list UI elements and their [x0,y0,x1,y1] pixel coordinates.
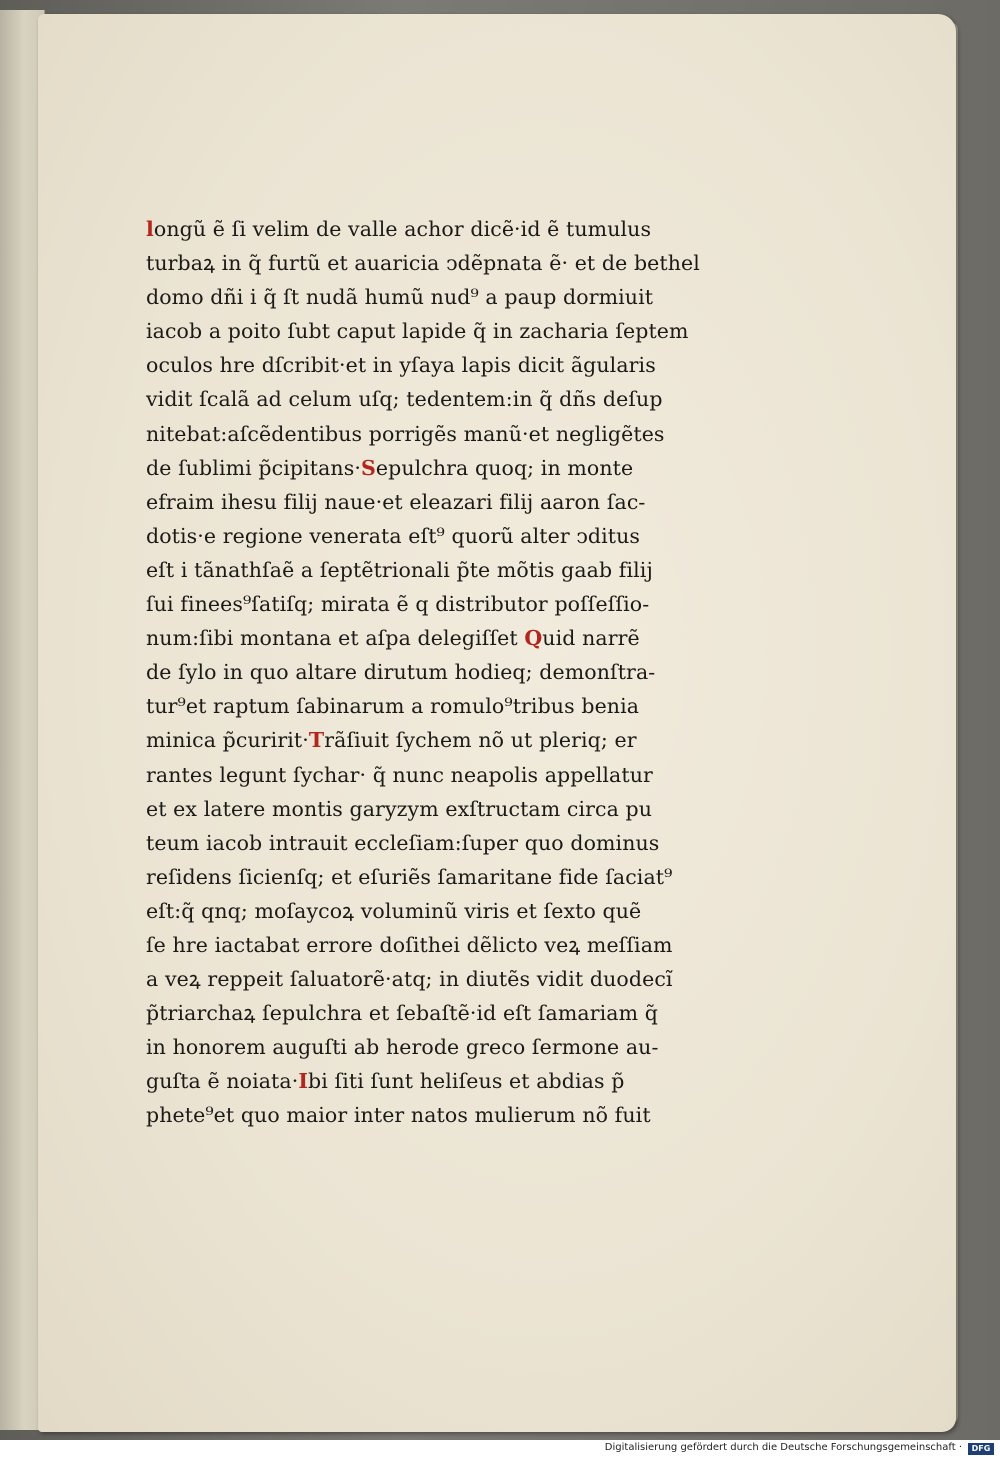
line-text: vidit ſcalã ad celum uſq; tedentem:in q̃ dñs deſup [146,387,663,412]
text-line [146,655,716,689]
text-line [146,689,716,723]
text-line [146,451,716,485]
text-line [146,621,716,655]
line-text: turbaꝝ in q̃ furtũ et auaricia ↄdẽpnata ẽ· et de bethel [146,251,700,276]
text-line [146,348,716,382]
text-line [146,894,716,928]
line-text: de ſublimi p̃cipitans· [146,455,361,480]
line-text: nitebat:aſcẽdentibus porrigẽs manũ·et negligẽtes [146,421,665,446]
text-line [146,485,716,519]
rubricated-initial: S [360,455,376,480]
line-text: minica p̃curirit· [146,728,309,753]
line-text: rantes legunt ſychar· q̃ nunc neapolis appellatur [146,762,653,787]
line-text: guſta ẽ noiata· [146,1069,299,1094]
line-text: eſt:q̃ qnq; moſaycoꝝ voluminũ viris et ſexto quẽ [146,898,642,923]
line-text: reſidens ſicienſq; et eſuriẽs ſamaritane fide ſaciat⁹ [146,864,673,889]
line-text: ongũ ẽ ſi velim de valle achor dicẽ·id ẽ tumulus [153,217,652,241]
line-text-continued: uid narrẽ [542,626,640,651]
text-line [146,928,716,962]
line-text: ſui finees⁹ſatiſq; mirata ẽ q distributor poſſeſſio- [146,592,650,617]
line-text: et ex latere montis garyzym exſtructam circa pu [146,796,653,821]
line-text: ſe hre iactabat errore doſithei dẽlicto veꝝ meſſiam [146,932,673,957]
text-line [146,1064,716,1098]
line-text: in honorem auguſti ab herode greco ſermone au- [146,1035,659,1060]
text-line [146,996,716,1030]
text-line [146,587,716,621]
rubricated-initial: l [146,217,154,241]
text-line [146,519,716,553]
line-text: eſt i tãnathſaẽ a ſeptẽtrionali p̃te mõtis gaab filij [146,557,653,582]
text-line [146,314,716,348]
line-text-continued: bi ſiti ſunt heliſeus et abdias p̃ [308,1069,625,1094]
line-text: domo dñi i q̃ ſt nudã humũ nud⁹ a paup dormiuit [146,285,654,310]
line-text: efraim ihesu filij naue·et eleazari filij aaron ſac- [146,489,646,514]
rubricated-initial: Q [524,626,543,651]
dfg-logo: DFG [968,1443,994,1455]
line-text: p̃triarchaꝝ ſepulchra et ſebaſtẽ·id eſt ſamariam q̃ [146,1001,658,1026]
line-text: a veꝝ reppeit ſaluatorẽ·atq; in diutẽs vidit duodecĩ [146,967,673,992]
line-text-continued: epulchra quoq; in monte [375,455,634,480]
line-text: phete⁹et quo maior inter natos mulierum nõ fuit [146,1103,651,1128]
line-text-continued: rãſiuit ſychem nõ ut pleriq; er [324,728,637,753]
text-line [146,212,716,246]
text-line [146,826,716,860]
text-block [146,212,716,1133]
text-line [146,417,716,451]
line-text: dotis·e regione venerata eſt⁹ quorũ alter ↄditus [146,523,641,548]
line-text: oculos hre dſcribit·et in yſaya lapis dicit ãgularis [146,353,656,378]
footer-credit: Digitalisierung gefördert durch die Deutsche Forschungsgemeinschaft · [604,1442,962,1453]
rubricated-initial: I [298,1069,309,1094]
text-line [146,382,716,416]
footer-bar [0,1440,1000,1459]
text-line [146,758,716,792]
line-text: tur⁹et raptum ſabinarum a romulo⁹tribus benia [146,694,640,719]
text-line [146,280,716,314]
text-line [146,1030,716,1064]
line-text: teum iacob intrauit eccleſiam:ſuper quo dominus [146,830,660,855]
text-line [146,860,716,894]
line-text: num:ſibi montana et aſpa delegiſſet [146,626,525,651]
line-text: iacob a poito ſubt caput lapide q̃ in zacharia ſeptem [146,319,689,344]
text-line [146,962,716,996]
text-line [146,723,716,757]
text-line [146,553,716,587]
rubricated-initial: T [308,728,325,753]
text-line [146,246,716,280]
text-line [146,792,716,826]
line-text: de ſylo in quo altare dirutum hodieq; demonſtra- [146,660,656,685]
text-line [146,1098,716,1132]
